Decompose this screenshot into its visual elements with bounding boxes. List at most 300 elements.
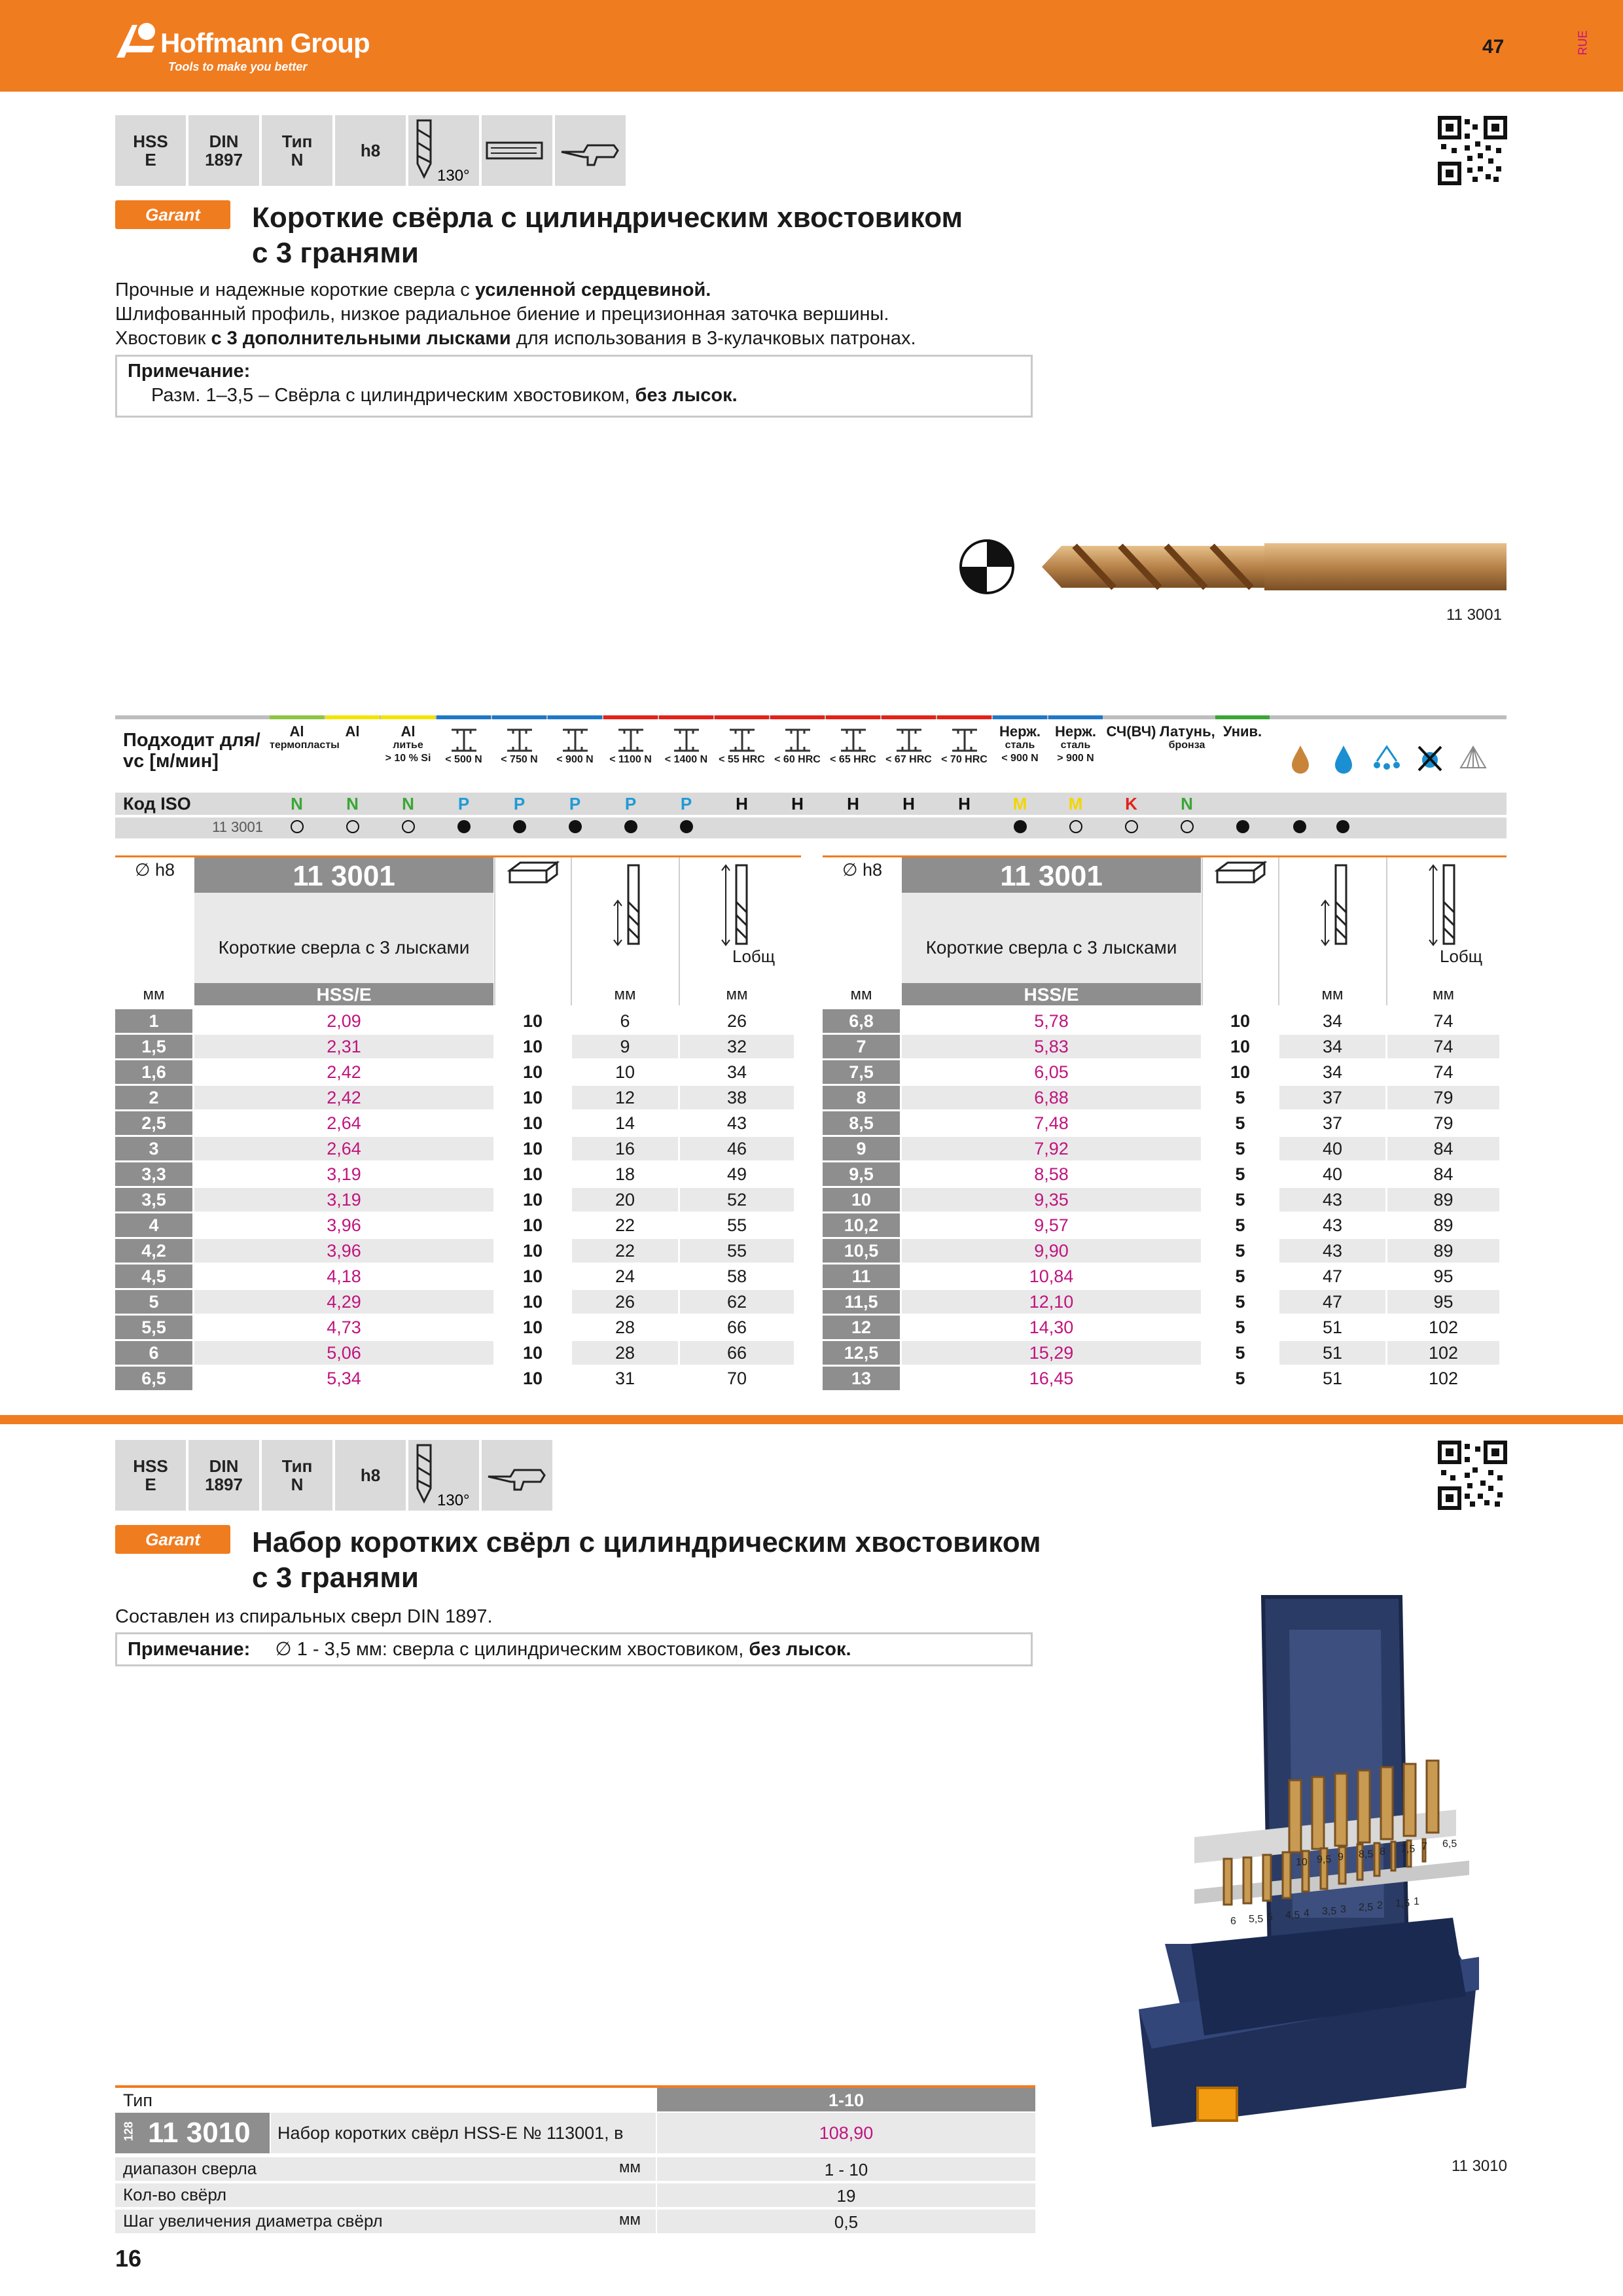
iso-code: H (791, 794, 804, 814)
row-gap (823, 1160, 1507, 1162)
steel-beam-icon (837, 727, 870, 753)
material-sub: термопласты (270, 740, 340, 751)
pack-qty-cell: 10 (495, 1086, 570, 1109)
desc-text: Прочные и надежные короткие сверла с (115, 279, 475, 300)
diameter-cell: 10 (823, 1188, 900, 1211)
open-circle-icon (291, 820, 304, 833)
overall-length-cell: 84 (1387, 1137, 1499, 1160)
badge-label: Garant (145, 1529, 200, 1549)
catalog-page-number: 47 (1482, 36, 1505, 58)
diameter-cell: 9 (823, 1137, 900, 1160)
note-bold: без лысок. (749, 1639, 851, 1660)
flute-length-cell: 37 (1279, 1086, 1385, 1109)
material-color-bar (270, 715, 324, 719)
prop-din (188, 115, 259, 186)
suitability-table (115, 715, 1507, 840)
price-cell[interactable]: 5,34 (194, 1367, 493, 1390)
footer-page-number: 16 (115, 2245, 142, 2272)
spec-value: 0,5 (657, 2210, 1035, 2233)
pack-qty-cell: 5 (1203, 1341, 1277, 1365)
diameter-cell: 6,5 (115, 1367, 192, 1390)
iso-code: P (569, 794, 581, 814)
desc-line-3 (115, 327, 1031, 351)
material-sub: < 750 N (501, 754, 538, 765)
product-description-2: Составлен из спиральных сверл DIN 1897. (115, 1606, 493, 1627)
row-gap (115, 1211, 801, 1213)
price-cell[interactable]: 10,84 (902, 1265, 1201, 1288)
open-circle-icon (346, 820, 359, 833)
spec-unit: мм (619, 2159, 641, 2176)
suitability-mark (381, 820, 435, 836)
column-divider (679, 857, 680, 1005)
label-line-2: vc [м/мин] (123, 751, 219, 772)
overall-length-cell: 26 (680, 1009, 794, 1033)
price-cell[interactable]: 2,64 (194, 1111, 493, 1135)
material-name: Нерж. (999, 723, 1041, 740)
row-gap (823, 1186, 1507, 1187)
material-header (770, 725, 825, 790)
price-cell[interactable]: 15,29 (902, 1341, 1201, 1365)
steel-beam-icon (559, 727, 592, 753)
steel-beam-icon (948, 727, 981, 753)
pack-qty-cell: 10 (495, 1162, 570, 1186)
price-cell[interactable]: 3,19 (194, 1162, 493, 1186)
note-box-2 (115, 1632, 1033, 1666)
row-gap (115, 1135, 801, 1136)
prop-label: h8 (360, 1465, 381, 1485)
prop-label: DIN 1897 (205, 1456, 243, 1494)
case-size-label: 4,5 (1285, 1910, 1300, 1921)
article-number[interactable]: 11 3001 (1000, 860, 1103, 892)
pack-qty-cell: 10 (495, 1316, 570, 1339)
diameter-cell: 7,5 (823, 1060, 900, 1084)
row-gap (823, 1339, 1507, 1340)
pack-qty-cell: 5 (1203, 1316, 1277, 1339)
diameter-cell: 1,5 (115, 1035, 192, 1058)
material-sub: < 55 HRC (719, 754, 765, 765)
price-cell[interactable]: 7,48 (902, 1111, 1201, 1135)
overall-length-cell: 32 (680, 1035, 794, 1058)
steel-beam-icon (781, 727, 814, 753)
row-gap (823, 1211, 1507, 1213)
qr-code-icon-2[interactable] (1437, 1440, 1508, 1511)
flute-length-cell: 34 (1279, 1035, 1385, 1058)
material-name: Al (401, 723, 416, 740)
material-name: Al (345, 723, 360, 740)
price-cell[interactable]: 12,10 (902, 1290, 1201, 1314)
flute-length-cell: 34 (1279, 1060, 1385, 1084)
material-header (437, 725, 491, 790)
flute-length-cell: 47 (1279, 1265, 1385, 1288)
material-header (270, 723, 340, 790)
iso-code: N (402, 794, 414, 814)
material-color-bar (603, 715, 658, 719)
row-gap (115, 1186, 801, 1187)
pack-code: 128 (885, 866, 899, 886)
material-header (1215, 725, 1270, 790)
desc-line-1 (115, 278, 1031, 302)
title-line-2: с 3 гранями (252, 1562, 419, 1594)
drill-set-case-image (1113, 1590, 1505, 2147)
diameter-cell: 4 (115, 1213, 192, 1237)
material-sub: литье > 10 % Si (385, 740, 431, 764)
size-table-left (115, 857, 801, 1394)
drill-machine-icon (482, 1440, 552, 1511)
title-line-1: Короткие свёрла с цилиндрическим хвостовиком (252, 202, 963, 234)
title-line-2: с 3 гранями (252, 237, 419, 269)
material-color-bar (882, 715, 936, 719)
suitability-mark (1160, 820, 1214, 836)
pack-qty-cell: 10 (495, 1060, 570, 1084)
drill-product-image (957, 531, 1507, 610)
spec-label: Кол-во свёрл (123, 2185, 227, 2204)
price-cell[interactable]: 6,05 (902, 1060, 1201, 1084)
overall-length-cell: 95 (1387, 1290, 1499, 1314)
diameter-cell: 11,5 (823, 1290, 900, 1314)
pack-qty-cell: 5 (1203, 1086, 1277, 1109)
suitability-mark (1104, 820, 1158, 836)
row-gap (823, 1084, 1507, 1085)
material-sub: < 60 HRC (774, 754, 821, 765)
coolant-mark (1322, 820, 1364, 836)
filled-dot-icon (1236, 820, 1249, 833)
price-cell[interactable]: 5,83 (902, 1035, 1201, 1058)
pack-qty-cell: 10 (495, 1137, 570, 1160)
product-title-2 (252, 1525, 1041, 1596)
iso-code: N (291, 794, 303, 814)
price-cell[interactable]: 4,29 (194, 1290, 493, 1314)
iso-code: N (1181, 794, 1193, 814)
case-size-label: 2 (1377, 1900, 1383, 1911)
material-color-bar (1048, 715, 1103, 719)
flute-length-cell: 9 (572, 1035, 678, 1058)
price-cell[interactable]: 2,31 (194, 1035, 493, 1058)
price-cell[interactable]: 5,78 (902, 1009, 1201, 1033)
set-article[interactable]: 11 3010 (148, 2117, 251, 2149)
pack-qty-cell: 5 (1203, 1239, 1277, 1263)
title-line-1: Набор коротких свёрл с цилиндрическим хвостовиком (252, 1526, 1041, 1558)
overall-length-cell: 70 (680, 1367, 794, 1390)
set-table (115, 2085, 1035, 2242)
flute-length-cell: 47 (1279, 1290, 1385, 1314)
diameter-cell: 4,5 (115, 1265, 192, 1288)
article-label: 11 3001 (212, 819, 263, 835)
diameter-cell: 8 (823, 1086, 900, 1109)
flute-length-cell: 14 (572, 1111, 678, 1135)
diameter-cell: 3 (115, 1137, 192, 1160)
set-price: 108,90 (657, 2113, 1035, 2153)
row-gap (823, 1390, 1507, 1391)
price-cell[interactable]: 5,06 (194, 1341, 493, 1365)
price-cell[interactable]: 3,96 (194, 1213, 493, 1237)
price-cell[interactable]: 3,96 (194, 1239, 493, 1263)
iso-code: H (958, 794, 971, 814)
price-cell[interactable]: 9,90 (902, 1239, 1201, 1263)
diameter-cell: 7 (823, 1035, 900, 1058)
price-cell[interactable]: 2,09 (194, 1009, 493, 1033)
prop-type (262, 1440, 332, 1511)
overall-length-cell: 49 (680, 1162, 794, 1186)
open-circle-icon (402, 820, 415, 833)
pack-qty-cell: 10 (495, 1213, 570, 1237)
pack-qty-cell: 10 (1203, 1035, 1277, 1058)
overall-length-cell: 79 (1387, 1111, 1499, 1135)
suitability-mark (437, 820, 491, 836)
prop-hss-e (115, 115, 186, 186)
pack-qty-cell: 5 (1203, 1367, 1277, 1390)
prop-label: DIN 1897 (205, 132, 243, 170)
diameter-cell: 8,5 (823, 1111, 900, 1135)
image-caption: 11 3001 (1446, 606, 1502, 624)
prop-tolerance (335, 115, 406, 186)
row-gap (823, 1365, 1507, 1366)
material-sub: < 900 N (556, 754, 594, 765)
mist-icon (1370, 742, 1403, 774)
unit-overall-length: мм (1433, 986, 1454, 1003)
case-size-label: 1 (1414, 1896, 1419, 1907)
unit-diameter: мм (850, 986, 872, 1003)
type-label: Тип (115, 2088, 656, 2111)
iso-code: M (1068, 794, 1083, 814)
section-divider (0, 1415, 1623, 1424)
row-gap (823, 1033, 1507, 1034)
filled-dot-icon (624, 820, 637, 833)
flute-length-cell: 12 (572, 1086, 678, 1109)
material-header (1104, 725, 1158, 790)
filled-dot-icon (513, 820, 526, 833)
unit-overall-length: мм (726, 986, 748, 1003)
overall-length-cell: 74 (1387, 1060, 1499, 1084)
pack-code: 128 (177, 866, 191, 886)
point-angle: 130° (437, 1492, 470, 1509)
suitability-mark (270, 820, 324, 836)
case-size-label: 4 (1304, 1908, 1310, 1919)
material-sub: < 70 HRC (941, 754, 988, 765)
row-gap (823, 1314, 1507, 1315)
material-sub: < 1100 N (609, 754, 652, 765)
note-title: Примечание: (128, 1639, 251, 1660)
badge-label: Garant (145, 204, 200, 224)
iso-label: Код ISO (123, 794, 191, 814)
filled-dot-icon (1336, 820, 1349, 833)
price-cell[interactable]: 9,57 (902, 1213, 1201, 1237)
diameter-cell: 10,2 (823, 1213, 900, 1237)
overall-length-icon (1427, 863, 1466, 954)
filled-dot-icon (1293, 820, 1306, 833)
material-name: Al (289, 723, 304, 740)
material-sub: < 65 HRC (830, 754, 876, 765)
material-color-bar (437, 715, 491, 719)
diameter-cell: 1 (115, 1009, 192, 1033)
filled-dot-icon (1014, 820, 1027, 833)
material-header (1048, 725, 1103, 790)
spec-value: 1 - 10 (657, 2157, 1035, 2181)
filled-dot-icon (569, 820, 582, 833)
column-divider (1386, 857, 1387, 1005)
case-size-label: 10 (1296, 1857, 1308, 1868)
material-sub: < 1400 N (664, 754, 708, 765)
qr-code-icon[interactable] (1437, 115, 1508, 186)
material-color-bar (1215, 715, 1270, 719)
case-size-label: 7 (1421, 1841, 1427, 1852)
air-icon (1457, 742, 1489, 774)
price-cell[interactable]: 6,88 (902, 1086, 1201, 1109)
flute-length-cell: 24 (572, 1265, 678, 1288)
iso-code: P (457, 794, 470, 814)
label-line-1: Подходит для/ (123, 730, 260, 751)
flute-length-cell: 51 (1279, 1341, 1385, 1365)
column-divider (494, 857, 495, 1005)
material-header (715, 725, 769, 790)
material-name: Нерж. (1055, 723, 1096, 740)
pack-qty-cell: 5 (1203, 1265, 1277, 1288)
case-size-label: 8 (1380, 1846, 1385, 1857)
flute-length-cell: 16 (572, 1137, 678, 1160)
steel-beam-icon (615, 727, 647, 753)
diameter-cell: 3,5 (115, 1188, 192, 1211)
material-color-bar (548, 715, 602, 719)
desc-text: Хвостовик (115, 328, 211, 349)
prop-tolerance (335, 1440, 406, 1511)
diameter-cell: 1,6 (115, 1060, 192, 1084)
price-cell[interactable]: 9,35 (902, 1188, 1201, 1211)
material-sub: < 67 HRC (885, 754, 932, 765)
material-sub: < 500 N (445, 754, 482, 765)
material-color-bar (659, 715, 713, 719)
case-size-label: 5,5 (1249, 1914, 1264, 1925)
desc-bold: с 3 дополнительными лысками (211, 328, 511, 349)
drill-machine-icon (555, 115, 626, 186)
diameter-cell: 4,2 (115, 1239, 192, 1263)
suitability-mark (1048, 820, 1103, 836)
material-header (826, 725, 880, 790)
material-header (1160, 725, 1214, 790)
overall-length-label: Lобщ (732, 946, 776, 966)
diameter-cell: 13 (823, 1367, 900, 1390)
price-cell[interactable]: 4,73 (194, 1316, 493, 1339)
suitability-mark (492, 820, 546, 836)
diameter-cell: 6,8 (823, 1009, 900, 1033)
filled-dot-icon (680, 820, 693, 833)
product-title (252, 200, 963, 271)
column-divider (1278, 857, 1279, 1005)
oil-drop-icon (1284, 742, 1317, 774)
coolant-mark (1279, 820, 1321, 836)
point-angle: 130° (437, 167, 470, 185)
iso-code: P (624, 794, 637, 814)
case-size-label: 7,5 (1400, 1844, 1416, 1855)
spec-label: диапазон сверла (123, 2159, 257, 2178)
pack-qty-cell: 10 (495, 1367, 570, 1390)
package-icon (1215, 860, 1267, 886)
iso-code: N (346, 794, 359, 814)
pack-qty-cell: 10 (1203, 1060, 1277, 1084)
unit-diameter: мм (143, 986, 165, 1003)
row-gap (115, 1109, 801, 1111)
material-name: Латунь, (1160, 723, 1215, 740)
flute-length-cell: 28 (572, 1316, 678, 1339)
spec-label: Шаг увеличения диаметра свёрл (123, 2211, 383, 2231)
shank-icon (482, 115, 552, 186)
prop-label: HSS E (133, 132, 168, 170)
note-title: Примечание: (128, 361, 251, 382)
row-gap (823, 1135, 1507, 1136)
overall-length-cell: 95 (1387, 1265, 1499, 1288)
product-description (115, 278, 1031, 351)
price-cell[interactable]: 3,19 (194, 1188, 493, 1211)
material-sub: бронза (1168, 740, 1205, 751)
price-cell[interactable]: 2,42 (194, 1060, 493, 1084)
flute-length-cell: 40 (1279, 1162, 1385, 1186)
overall-length-cell: 89 (1387, 1239, 1499, 1263)
row-gap (823, 1237, 1507, 1238)
price-cell[interactable]: 16,45 (902, 1367, 1201, 1390)
diameter-cell: 5,5 (115, 1316, 192, 1339)
suitability-mark (993, 820, 1047, 836)
overall-length-icon (719, 863, 758, 954)
pack-qty-cell: 10 (1203, 1009, 1277, 1033)
iso-code: P (513, 794, 526, 814)
row-gap (115, 1058, 801, 1060)
open-circle-icon (1125, 820, 1138, 833)
row-gap (115, 1339, 801, 1340)
pack-qty-cell: 10 (495, 1239, 570, 1263)
spec-value: 19 (657, 2183, 1035, 2207)
material-color-bar (826, 715, 880, 719)
price-cell[interactable]: 2,42 (194, 1086, 493, 1109)
suitability-mark (603, 820, 658, 836)
pack-code: 128 (122, 2121, 135, 2142)
language-code: RUE (1576, 30, 1590, 56)
material-color-bar (325, 715, 380, 719)
diameter-header: ∅ h8 (135, 860, 175, 880)
brand-name[interactable]: Hoffmann Group (160, 27, 370, 58)
flute-length-cell: 20 (572, 1188, 678, 1211)
material-header (603, 725, 658, 790)
property-icons-row-2 (115, 1440, 552, 1511)
price-cell[interactable]: 14,30 (902, 1316, 1201, 1339)
overall-length-cell: 102 (1387, 1341, 1499, 1365)
dry-icon (1414, 742, 1446, 774)
column-divider (571, 857, 572, 1005)
price-cell[interactable]: 7,92 (902, 1137, 1201, 1160)
row-gap (823, 1288, 1507, 1289)
material-name: СЧ(ВЧ) (1106, 723, 1156, 740)
flute-length-cell: 22 (572, 1213, 678, 1237)
prop-label: Тип N (281, 132, 313, 170)
price-cell[interactable]: 4,18 (194, 1265, 493, 1288)
diameter-cell: 6 (115, 1341, 192, 1365)
hoffmann-logo-icon (115, 20, 158, 59)
prop-label: HSS E (133, 1456, 168, 1494)
price-cell[interactable]: 2,64 (194, 1137, 493, 1160)
article-number[interactable]: 11 3001 (293, 860, 395, 892)
iso-code: M (1012, 794, 1027, 814)
open-circle-icon (1069, 820, 1082, 833)
flute-length-cell: 43 (1279, 1213, 1385, 1237)
flute-length-cell: 43 (1279, 1239, 1385, 1263)
filled-dot-icon (457, 820, 471, 833)
prop-type (262, 115, 332, 186)
flute-length-cell: 51 (1279, 1367, 1385, 1390)
price-cell[interactable]: 8,58 (902, 1162, 1201, 1186)
spec-unit: мм (619, 2211, 641, 2229)
pack-qty-cell: 5 (1203, 1162, 1277, 1186)
set-article-cell (115, 2113, 270, 2153)
pack-qty-cell: 5 (1203, 1188, 1277, 1211)
material-color-bar (492, 715, 546, 719)
row-gap (115, 1160, 801, 1162)
